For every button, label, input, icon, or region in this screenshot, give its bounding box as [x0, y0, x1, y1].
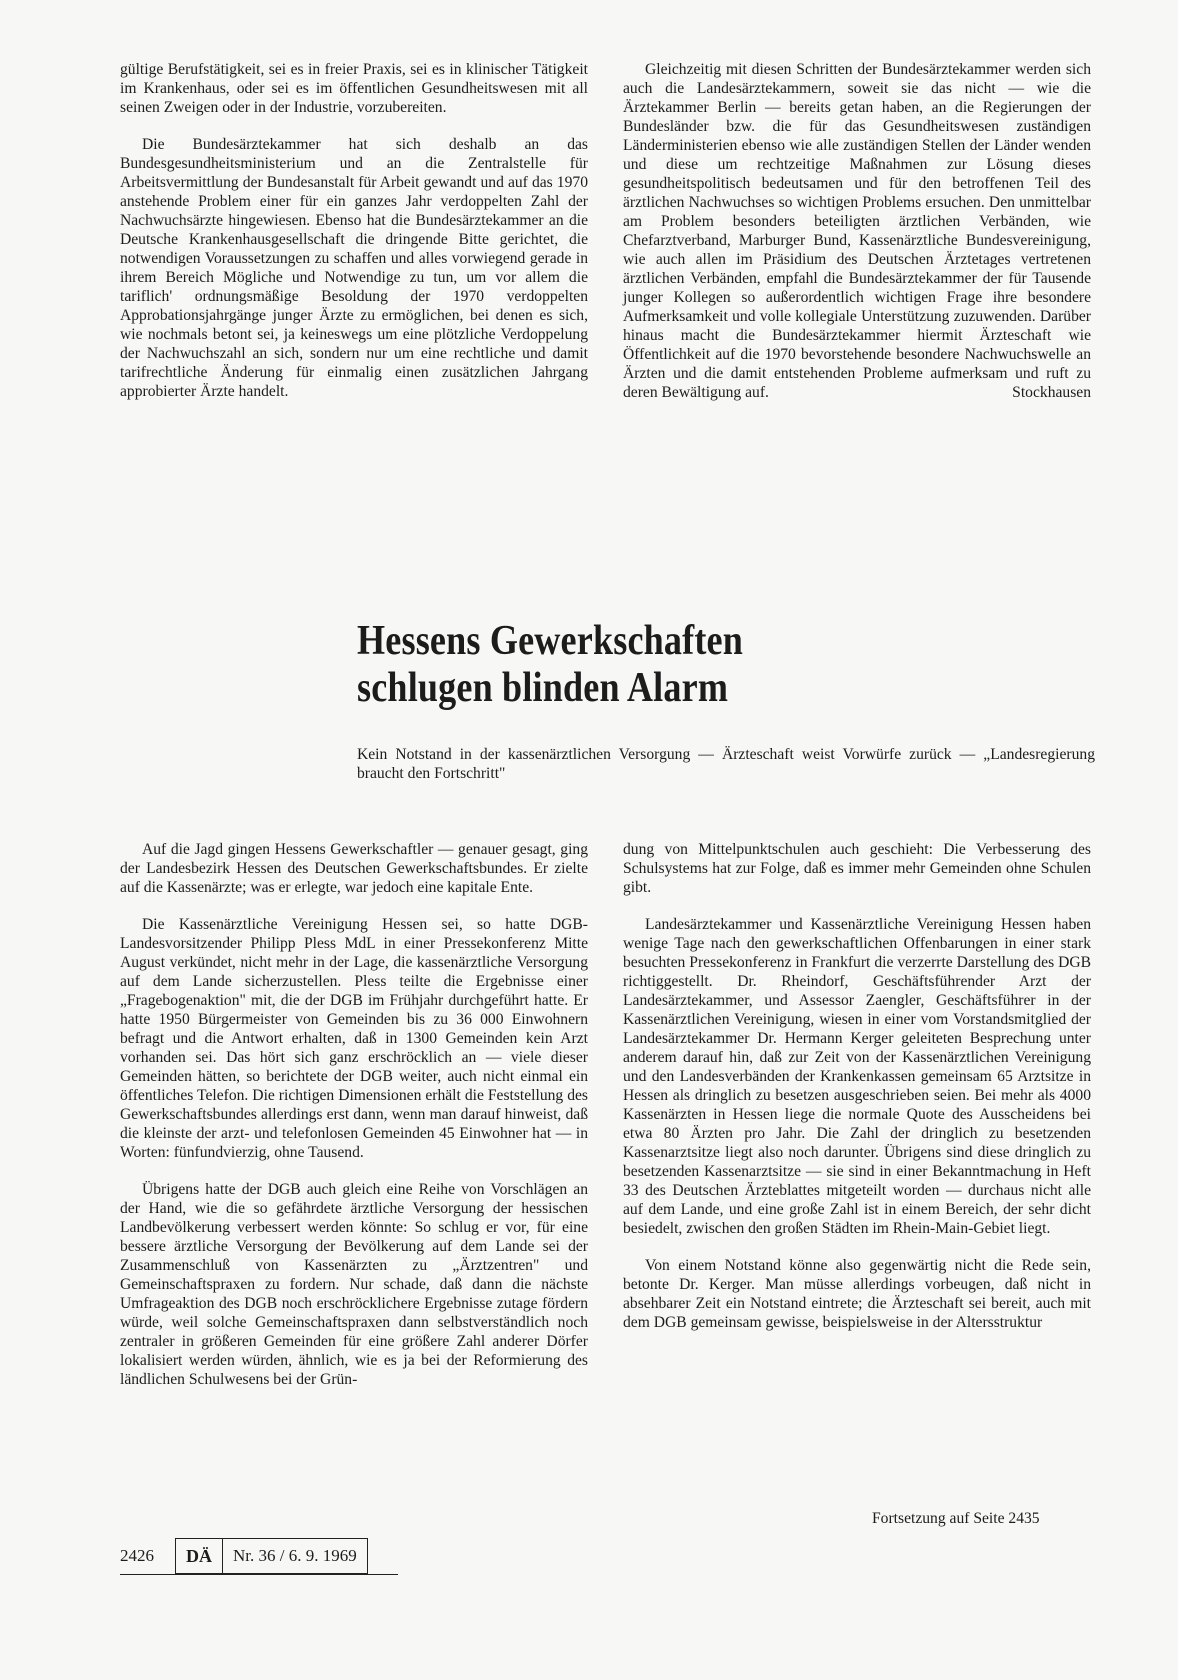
article-right-column: [623, 840, 1091, 1332]
headline-line-1: Hessens Gewerkschaften: [357, 618, 744, 664]
article-left-column: [120, 840, 588, 1389]
journal-logo: DÄ: [176, 1539, 223, 1573]
journal-box: [175, 1538, 368, 1574]
paragraph: gültige Berufstätigkeit, sei es in freier Praxis, sei es in klinischer Tätigkeit im Krankenhaus, oder sei es im öffentlichen Gesundheitswesen mit all seinen Zweigen oder in der Industrie, vorzubereiten.: [120, 61, 588, 116]
paragraph: Von einem Notstand könne also gegenwärtig nicht die Rede sein, betonte Dr. Kerger. Man müsse allerdings vorbeugen, daß nicht in absehbarer Zeit ein Notstand eintrete; die Ärzteschaft sei bereit, auch mit dem DGB gemeinsam gewisse, beispielsweise in der Altersstruktur: [623, 1257, 1091, 1331]
top-left-column: [120, 60, 588, 401]
author-signature: Stockhausen: [1012, 384, 1091, 401]
paragraph: Die Kassenärztliche Vereinigung Hessen sei, so hatte DGB-Landesvorsitzender Philipp Pless MdL in einer Pressekonferenz Mitte August verkündet, nicht mehr in der Lage, die kassenärztliche Versorgung auf dem Lande sicherzustellen. Pless teilte die Ergebnisse einer „Fragebogenaktion" mit, die der DGB im Frühjahr durchgeführt hatte. Er hatte 1950 Bürgermeister von Gemeinden bis zu 36 000 Einwohnern befragt und die Antwort erhalten, daß in 1300 Gemeinden kein Arzt vorhanden sei. Das hört sich ganz erschröcklich an — viele dieser Gemeinden hätten, so berichtete der DGB weiter, auch nicht einmal ein öffentliches Telefon. Die richtigen Dimensionen erhält die Feststellung des Gewerkschaftsbundes allerdings erst dann, wenn man darauf hinweist, daß die kleinste der arzt- und telefonlosen Gemeinden 45 Einwohner hat — in Worten: fünfundvierzig, ohne Tausend.: [120, 916, 588, 1161]
issue-info: Nr. 36 / 6. 9. 1969: [233, 1546, 357, 1565]
headline-line-2: schlugen blinden Alarm: [357, 665, 729, 711]
top-right-column: [623, 60, 1091, 402]
footer-divider: [120, 1574, 398, 1575]
paragraph: dung von Mittelpunktschulen auch geschieht: Die Verbesserung des Schulsystems hat zur Folge, daß es immer mehr Gemeinden ohne Schulen gibt.: [623, 841, 1091, 896]
paragraph: Landesärztekammer und Kassenärztliche Vereinigung Hessen haben wenige Tage nach den gewerkschaftlichen Offenbarungen in einer stark besuchten Pressekonferenz in Frankfurt die verzerrte Darstellung des DGB richtiggestellt. Dr. Rheindorf, Geschäftsführender Arzt der Landesärztekammer, und Assessor Zaengler, Geschäftsführer in der Kassenärztlichen Vereinigung, wiesen in einer vom Vorstandsmitglied der Landesärztekammer Dr. Hermann Kerger geleiteten Besprechung unter anderem darauf hin, daß zur Zeit von der Kassenärztlichen Vereinigung und den Landesverbänden der Krankenkassen gemeinsam 65 Arztsitze in Hessen als dringlich zu besetzen ausgeschrieben seien. Bei mehr als 4000 Kassenärzten in Hessen liege die normale Quote des Ausscheidens bei etwa 80 Ärzten pro Jahr. Die Zahl der dringlich zu besetzenden Kassenarztsitze liegt also noch darunter. Übrigens sind diese dringlich zu besetzenden Kassenarztsitze — sie sind in einer Bekanntmachung in Heft 33 des Deutschen Ärzteblattes mitgeteilt worden — durchaus nicht alle auf dem Lande, und eine große Zahl ist in einem Bereich, der sehr dicht besiedelt, zwischen den großen Städten im Rhein-Main-Gebiet liegt.: [623, 916, 1091, 1237]
article-headline: [357, 618, 976, 712]
paragraph-text: Gleichzeitig mit diesen Schritten der Bundesärztekammer werden sich auch die Landesärztekammern, soweit sie das nicht — wie die Ärztekammer Berlin — bereits getan haben, an die Regierungen der Bundesländer bzw. die für das Gesundheitswesen zuständigen Länderministerien ebenso wie alle zuständigen Stellen der Länder wenden und diese um rechtzeitige Maßnahmen zur Lösung dieses gesundheitspolitisch bedeutsamen und für den betroffenen Teil des ärztlichen Nachwuchses so wichtigen Problems ersuchen. Den unmittelbar am Problem besonders beteiligten ärztlichen Verbänden, wie Chefarztverband, Marburger Bund, Kassenärztliche Bundesvereinigung, wie auch allen im Präsidium des Deutschen Ärztetages vertretenen ärztlichen Verbänden, empfahl die Bundesärztekammer der für Tausende junger Kollegen so außerordentlich wichtigen Frage ihre besondere Aufmerksamkeit und volle kollegiale Unterstützung zuzuwenden. Darüber hinaus macht die Bundesärztekammer hiermit Ärzteschaft wie Öffentlichkeit auf die 1970 bevorstehende besondere Nachwuchswelle an Ärzten und die damit entstehenden Probleme aufmerksam und ruft zu deren Bewältigung auf.: [623, 61, 1091, 401]
page-number: 2426: [120, 1546, 154, 1565]
paragraph: Die Bundesärztekammer hat sich deshalb an das Bundesgesundheitsministerium und an die Zentralstelle für Arbeitsvermittlung der Bundesanstalt für Arbeit gewandt und auf das 1970 anstehende Problem einer für ein ganzes Jahr verdoppelten Zahl der Nachwuchsärzte hingewiesen. Ebenso hat die Bundesärztekammer an die Deutsche Krankenhausgesellschaft die dringende Bitte gerichtet, die notwendigen Voraussetzungen zu schaffen und alles vorwiegend gerade in ihrem Bereich Mögliche und Notwendige zu tun, um vor allem die tariflich' ordnungsmäßige Besoldung der 1970 verdoppelten Approbationsjahrgänge junger Ärzte zu ermöglichen, bei denen es sich, wie nochmals betont sei, ja keineswegs um eine plötzliche Verdoppelung der Nachwuchszahl an sich, sondern nur um eine rechtliche und damit tarifrechtliche Änderung für einmalig einen zusätzlichen Jahrgang approbierter Ärzte handelt.: [120, 136, 588, 400]
paragraph: Auf die Jagd gingen Hessens Gewerkschaftler — genauer gesagt, ging der Landesbezirk Hessen des Deutschen Gewerkschaftsbundes. Er zielte auf die Kassenärzte; was er erlegte, war jedoch eine kapitale Ente.: [120, 841, 588, 896]
article-subtitle: Kein Notstand in der kassenärztlichen Versorgung — Ärzteschaft weist Vorwürfe zurück — „Landesregierung braucht den Fortschritt": [357, 746, 1095, 782]
continuation-note: Fortsetzung auf Seite 2435: [872, 1510, 1040, 1527]
paragraph: [623, 60, 1091, 402]
paragraph: Übrigens hatte der DGB auch gleich eine Reihe von Vorschlägen an der Hand, wie die so gefährdete ärztliche Versorgung der hessischen Landbevölkerung verbessert werden könnte: So schlug er vor, für eine bessere ärztliche Versorgung der Bevölkerung auf dem Lande sei der Zusammenschluß von Kassenärzten zu „Ärztzentren" und Gemeinschaftspraxen zu fordern. Nur schade, daß dann die nächste Umfrageaktion des DGB noch erschröcklichere Ergebnisse zutage fördern würde, weil solche Gemeinschaftspraxen dann selbstverständlich noch zentraler in größeren Gemeinden für eine größere Zahl anderer Dörfer lokalisiert werden würden, ähnlich, wie es ja bei der Reformierung des ländlichen Schulwesens bei der Grün-: [120, 1181, 588, 1388]
